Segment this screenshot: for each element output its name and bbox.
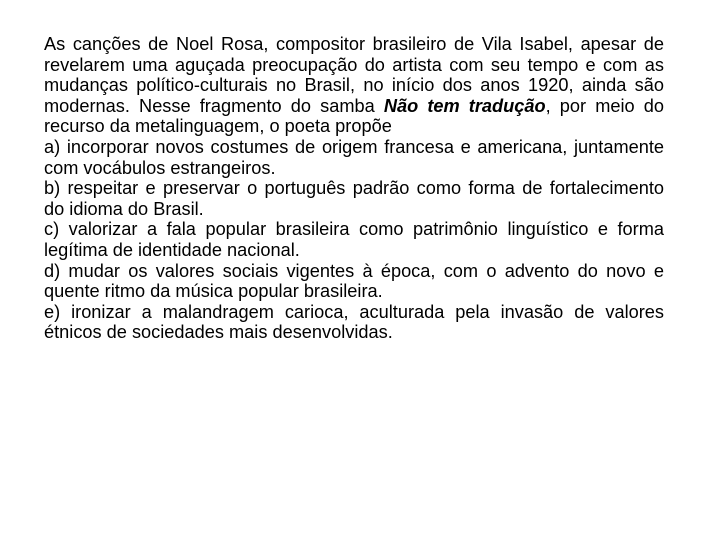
question-stem [44,34,664,137]
option-e: e) ironizar a malandragem carioca, aculturada pela invasão de valores étnicos de sociedades mais desenvolvidas. [44,301,664,343]
question-text-block [44,34,664,343]
option-c: c) valorizar a fala popular brasileira como patrimônio linguístico e forma legítima de identidade nacional. [44,219,664,260]
option-a: a) incorporar novos costumes de origem francesa e americana, juntamente com vocábulos estrangeiros. [44,136,664,178]
question-stem-start: As canções de Noel Rosa, compositor brasileiro de Vila Isabel, apesar de revelarem uma aguçada preocupação do artista com seu tempo e com as mudanças político-culturais no Brasil, no início dos anos 1920, ainda são modernas. Nesse fragmento do samba [44,34,664,116]
option-b: b) respeitar e preservar o português padrão como forma de fortalecimento do idioma do Brasil. [44,178,664,219]
song-title: Não tem tradução [383,95,546,116]
option-d: d) mudar os valores sociais vigentes à época, com o advento do novo e quente ritmo da música popular brasileira. [44,260,664,302]
question-stem-end: , por meio do recurso da metalinguagem, o poeta propõe [44,95,665,137]
